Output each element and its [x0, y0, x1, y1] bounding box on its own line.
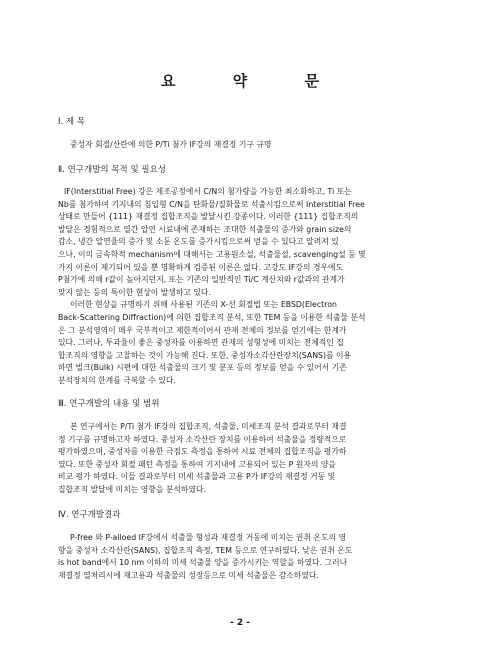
section-4-body — [58, 532, 434, 582]
section-heading: Ⅱ. 연구개발의 목적 및 필요성 — [58, 165, 167, 175]
text-line: 맞지 않는 등의 특이한 현상이 발생하고 있다. — [58, 287, 211, 297]
section-heading: Ⅳ. 연구개발결과 — [58, 510, 121, 520]
paragraph — [58, 139, 434, 152]
text-line: is hot band에서 10 nm 이하의 미세 석출물 양을 증가시키는 역할을 하였다. 그러나 — [58, 558, 348, 568]
text-line: 분석장치의 한계를 극복할 수 있다. — [58, 375, 176, 385]
text-line: 감소, 냉간 압연율의 증가 및 소둔 온도를 증가시킴으로써 얻을 수 있다고 알려져 있 — [58, 237, 339, 247]
text-line: 가지 이론이 제기되어 있을 뿐 명확하게 검증된 이론은 없다. 고강도 IF강의 경우에도 — [58, 262, 344, 272]
text-line: P첨가에 의해 r값이 높아지던지, 또는 기존의 일반적인 Ti/C 계산치와 r값과의 관계가 — [58, 275, 345, 285]
paragraph — [58, 532, 434, 582]
page-number: - 2 - — [230, 618, 250, 628]
text-line: 본 연구에서는 P/Ti 첨가 IF강의 집합조직, 석출물, 미세조직 분석 결과로부터 재결 — [70, 422, 347, 431]
section-heading: Ⅰ. 제 목 — [58, 117, 86, 127]
section-2-body — [58, 186, 434, 388]
section-4 — [58, 509, 434, 521]
text-line: 향을 중성자 소각산란(SANS), 집합조직 측정, TEM 등으로 연구하였다. 낮은 권취 온도 — [58, 545, 353, 555]
text-line: 하면 벌크(Bulk) 시편에 대한 석출물의 크기 및 분포 등의 정보를 얻을 수 있어서 기존 — [58, 363, 347, 373]
text-line: 정 기구를 규명하고자 하였다. 중성자 소각산란 장치를 이용하여 석출물을 정량적으로 — [58, 434, 347, 444]
paragraph — [58, 421, 434, 497]
section-3 — [58, 398, 434, 410]
section-2 — [58, 164, 434, 176]
section-3-body — [58, 421, 434, 497]
text-line: 재결정 열처리시에 재고용과 석출물의 성장등으로 미세 석출물은 감소하였다. — [58, 570, 319, 580]
section-1-body — [58, 139, 434, 152]
text-line: 이러한 현상을 규명하기 위해 사용된 기존의 X-선 회절법 또는 EBSD(Electron — [70, 300, 337, 310]
paragraph — [58, 186, 434, 388]
text-line: 집합조직 발달에 미치는 영향을 분석하였다. — [58, 484, 206, 494]
text-line: Back-Scattering Diffraction)에 의한 집합조직 분석, 또한 TEM 등을 이용한 석출물 분석 — [58, 312, 366, 322]
text-line: IF(Interstitial Free) 강은 제조공정에서 C/N의 첨가량을 가능한 최소화하고, Ti 또는 — [64, 187, 352, 196]
text-line: Nb를 첨가하여 기지내의 침입형 C/N을 탄화물/질화물로 석출시킴으로써 Interstitial Free — [58, 199, 365, 209]
text-line: 중성자 회절/산란에 의한 P/Ti 첨가 IF강의 재결정 기구 규명 — [70, 140, 272, 149]
text-line: P-free 와 P-alloed IF강에서 석출물 형성과 재결정 거동에 미치는 권취 온도의 영 — [70, 533, 347, 542]
text-line: 있다. 그러나, 투과율이 좋은 중성자를 이용하면 관재의 성형성에 미치는 전체적인 집 — [58, 338, 344, 348]
text-line: 은 그 분석영역이 매우 국부적이고 제한적이어서 관재 전체의 정보를 얻기에는 한계가 — [58, 325, 347, 335]
text-line: 합조직의 영향을 고찰하는 것이 가능해 진다. 또한, 중성자소각산란장치(SANS)를 이용 — [58, 350, 352, 360]
page-title: 요 약 문 — [161, 72, 345, 90]
section-1 — [58, 116, 434, 128]
text-line: 으나, 이의 금속학적 mechanism에 대해서는 고용원소설, 석출물설, scavenging설 등 몇 — [58, 249, 366, 259]
section-heading: Ⅲ. 연구개발의 내용 및 범위 — [58, 399, 160, 409]
text-line: 상태로 만들어 {111} 재결정 집합조직을 발달시킨 강종이다. 이러한 {111} 집합조직의 — [58, 212, 359, 222]
text-line: 였다. 또한 중성자 회절 패턴 측정을 통하여 기지내에 고용되어 있는 P 원자의 양을 — [58, 459, 336, 469]
text-line: 비교 평가 하였다. 이들 결과로부터 미세 석출물과 고용 P가 IF강의 재결정 거동 및 — [58, 472, 336, 482]
text-line: 발달은 경험적으로 열간 압연 시료내에 존재하는 조대한 석출물의 증가와 grain size의 — [58, 224, 352, 234]
text-line: 평가하였으며, 중성자를 이용한 극점도 측정을 통하여 시료 전체의 집합조직을 평가하 — [58, 447, 347, 457]
